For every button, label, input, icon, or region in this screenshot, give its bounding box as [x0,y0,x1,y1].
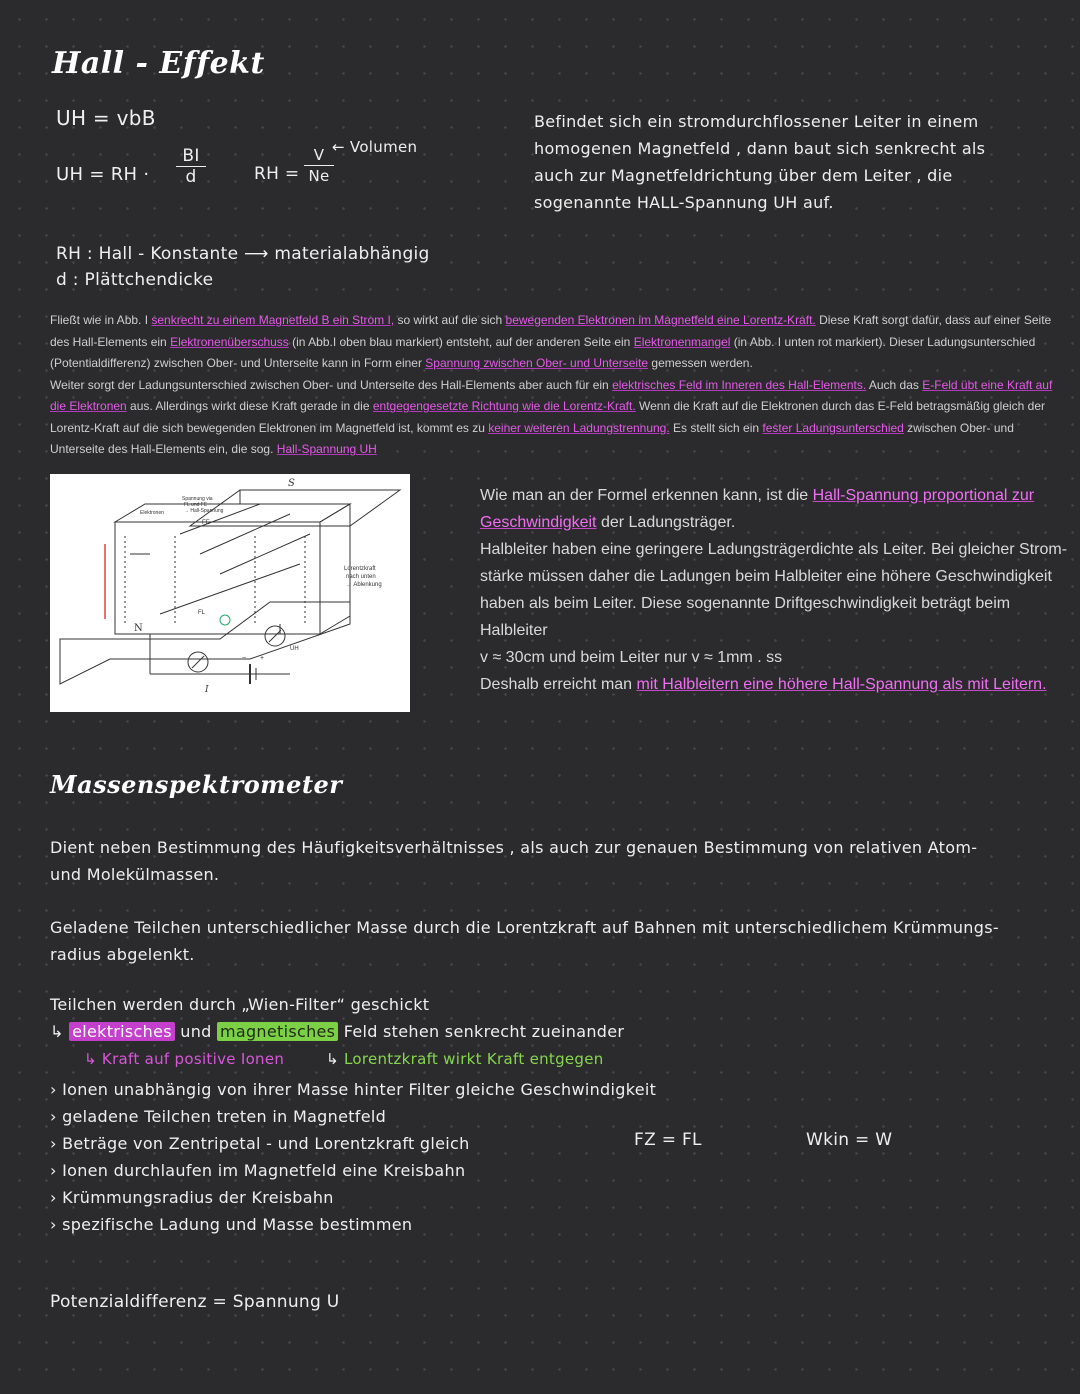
hall-element-figure [50,474,410,712]
mass-deflection-line: Geladene Teilchen unterschiedlicher Masse durch die Lorentzkraft auf Bahnen mit unterschiedlichem Krümmungs- [50,918,999,937]
side-line [480,563,1070,590]
label-spannung-1: Spannung via [182,496,213,502]
paragraph-text: Fließt wie in Abb. I [50,313,152,327]
wien-filter-line: Teilchen werden durch „Wien-Filter“ geschickt [50,995,430,1014]
text-perpendicular: Feld stehen senkrecht zueinander [343,1022,625,1041]
label-lorentz-2: nach unten [346,574,376,580]
label-spannung-2: FL und FE [184,502,208,508]
mass-purpose-line: und Molekülmassen. [50,865,220,884]
side-text: v ≈ 30cm und beim Leiter nur v ≈ 1mm . ss [480,649,783,666]
paragraph-text: gemessen werden. [648,356,753,370]
mass-purpose-line: Dient neben Bestimmung des Häufigkeitsverhältnisses , als auch zur genauen Bestimmung von relativen Atom- [50,838,978,857]
paragraph-text: (in Abb.I oben blau markiert) entsteht, auf der anderen Seite ein [288,334,634,349]
potential-difference: Potenzialdifferenz = Spannung U [50,1292,340,1312]
side-text: Deshalb erreicht man [480,676,637,693]
paragraph-text: Wenn die Kraft auf die Elektronen durch das E-Feld betragsmäßig gleich der Lorentz-Kraft auf die sich bewegenden Elektronen im Magnetfeld ist, kommt es zu [50,399,1046,435]
hall-intro-line: auch zur Magnetfeldrichtung über dem Leiter , die [534,166,953,185]
list-item: › Ionen unabhängig von ihrer Masse hinter Filter gleiche Geschwindigkeit [50,1080,657,1099]
highlighted-text: Hall-Spannung proportional zur [812,487,1035,504]
sub-lorentz [326,1050,604,1068]
hall-explanation-paragraph [50,310,1068,461]
paragraph-text: Auch das [866,377,923,392]
fraction-denominator: d [185,167,197,187]
sub-lorentz-text: Lorentzkraft wirkt Kraft entgegen [343,1050,604,1068]
hall-intro-line: Befindet sich ein stromdurchflossener Leiter in einem [534,112,979,131]
side-text: Wie man an der Formel erkennen kann, ist die [480,487,813,504]
label-fl: FL [198,610,206,616]
side-line [480,671,1070,698]
list-item: › geladene Teilchen treten in Magnetfeld [50,1107,387,1126]
volumen-note: ← Volumen [332,138,418,156]
highlighted-text: mit Halbleitern eine höhere Hall-Spannung als mit Leitern. [636,676,1047,693]
mass-purpose [50,834,1080,888]
label-lorentz-1: Lorentzkraft [344,566,376,572]
highlighted-text: keiner weiteren Ladungstrennung. [488,420,670,435]
paragraph-text: zwischen Ober- und Unterseite des Hall-Elements ein, die sog. [50,420,1014,456]
formula-wkin-w: Wkin = W [806,1130,893,1150]
highlighted-text: bewegenden Elektronen im Magnetfeld eine Lorentz-Kraft. [505,313,816,327]
paragraph-text: Es stellt sich ein [669,420,763,435]
highlighted-text: entgegengesetzte Richtung wie die Lorentz-Kraft. [372,399,636,413]
hall-title: Hall - Effekt [52,46,265,81]
formula-fz-fl: FZ = FL [634,1130,702,1150]
highlighted-text: E-Feld übt eine Kraft auf die Elektronen [50,377,1053,413]
paragraph-text: aus. Allerdings wirkt diese Kraft gerade in die [126,399,373,413]
label-fe: FE [202,520,210,526]
label-plus: + [260,655,265,662]
side-text: stärke müssen daher die Ladungen beim Halbleiter eine höhere Geschwindigkeit [480,568,1052,585]
mass-deflection-line: radius abgelenkt. [50,945,195,964]
hall-intro-line: homogenen Magnetfeld , dann baut sich senkrecht als [534,139,986,158]
hall-intro [534,108,1064,216]
massenspektrometer-title: Massenspektrometer [50,770,343,799]
side-line [480,482,1070,509]
label-lorentz-3: → Ablenkung [346,582,382,588]
list-item: › Beträge von Zentripetal - und Lorentzkraft gleich [50,1134,470,1153]
side-text: Halbleiter [480,622,548,639]
mass-bullet-list [50,1076,770,1238]
fraction-v-ne [304,146,334,186]
label-electrons: Elektronen [140,510,164,516]
side-line [480,617,1070,644]
label-spannung-3: → Hall-Spannung [184,508,224,514]
highlighted-text: senkrecht zu einem Magnetfeld B ein Strom I, [151,313,395,327]
highlighted-text: Geschwindigkeit [480,514,597,531]
sub-positive-ions: ↳ Kraft auf positive Ionen [84,1050,285,1068]
hall-diagram-svg [50,474,410,712]
highlighted-text: Hall-Spannung UH [276,442,377,456]
side-line [480,509,1070,536]
side-text: der Ladungsträger. [596,514,736,531]
mass-deflection [50,914,1080,968]
fraction-numerator: BI [176,146,206,167]
side-line [480,590,1070,617]
highlight-magnetisches: magnetisches [217,1022,338,1041]
highlight-elektrisches: elektrisches [69,1022,175,1041]
side-line [480,536,1070,563]
paragraph-text: Weiter sorgt der Ladungsunterschied zwischen Ober- und Unterseite des Hall-Elements aber auch für ein [50,377,613,392]
highlighted-text: elektrisches Feld im Inneren des Hall-Elements. [612,377,867,392]
label-uh: UH [290,646,299,652]
hall-intro-line: sogenannte HALL-Spannung UH auf. [534,193,834,212]
semiconductor-explanation [480,482,1070,698]
highlighted-text: Elektronenmangel [633,334,731,349]
definition-d: d : Plättchendicke [56,270,214,290]
side-text: Halbleiter haben eine geringere Ladungsträgerdichte als Leiter. Bei gleicher Strom- [480,541,1068,558]
arrow-icon: ↳ [50,1022,64,1041]
fraction-denominator-ne: Ne [308,167,330,185]
paragraph-text: (in Abb. I unten rot markiert). Dieser Ladungsunterschied (Potentialdifferenz) zwischen Ober- und Unterseite kann in Form einer [50,334,1036,370]
label-s-pole: S [288,478,295,489]
list-item: › Ionen durchlaufen im Magnetfeld eine Kreisbahn [50,1161,466,1180]
list-item: › spezifische Ladung und Masse bestimmen [50,1215,413,1234]
label-minus: − [242,655,247,662]
label-n-pole: N [134,623,143,634]
formula-uh-vbb: UH = vbB [56,106,156,130]
fraction-numerator-v: V [304,146,334,166]
formula-uh-rh: UH = RH · [56,164,150,185]
fraction-bi-d [176,146,206,187]
highlighted-text: Elektronenüberschuss [170,334,289,349]
side-text: haben als beim Leiter. Diese sogenannte Driftgeschwindigkeit beträgt beim [480,595,1011,612]
arrow-icon: ↳ [326,1050,339,1068]
formula-rh: RH = [254,164,300,184]
field-line [50,1022,624,1041]
text-und: und [180,1022,212,1041]
side-line [480,644,1070,671]
label-current: I [205,685,209,695]
definition-rh: RH : Hall - Konstante ⟶ materialabhängig [56,244,430,264]
highlighted-text: Spannung zwischen Ober- und Unterseite [425,356,649,370]
list-item: › Krümmungsradius der Kreisbahn [50,1188,334,1207]
paragraph-text: so wirkt auf die sich [394,313,506,327]
highlighted-text: fester Ladungsunterschied [762,420,904,435]
paragraph-text: Diese Kraft sorgt dafür, dass auf einer Seite des Hall-Elements ein [50,313,1052,349]
